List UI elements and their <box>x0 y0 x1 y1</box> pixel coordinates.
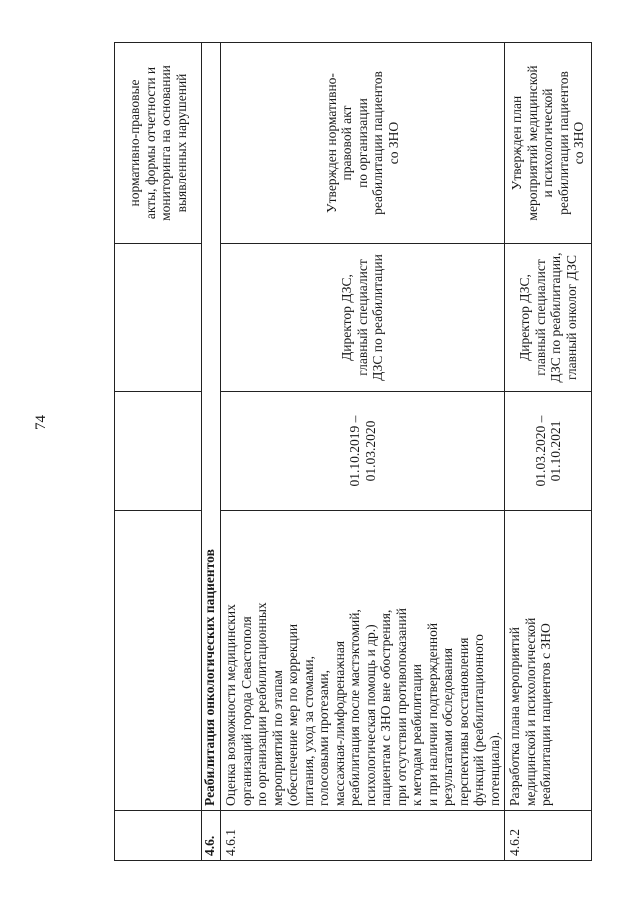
table-row <box>221 43 505 861</box>
page-number: 74 <box>33 415 49 430</box>
section-number: 4.6. <box>202 811 221 861</box>
date-range: 01.10.2019 – 01.03.2020 <box>221 392 505 511</box>
cell-empty <box>115 244 202 392</box>
cell-empty <box>115 511 202 811</box>
rotated-table-wrapper <box>114 43 587 861</box>
expected-result: Утвержден нормативно- правовой акт по организации реабилитации пациентов со ЗНО <box>221 43 505 244</box>
section-title: Реабилитация онкологических пациентов <box>202 43 221 811</box>
responsible: Директор ДЗС, главный специалист ДЗС по реабилитации, главный онколог ДЗС <box>505 244 592 392</box>
cell-empty <box>115 811 202 861</box>
row-number: 4.6.1 <box>221 811 505 861</box>
cell-empty <box>115 392 202 511</box>
task-description: Разработка плана мероприятий медицинской и психологической реабилитации пациентов с ЗНО <box>505 511 592 811</box>
table-row <box>505 43 592 861</box>
responsible: Директор ДЗС, главный специалист ДЗС по реабилитации <box>221 244 505 392</box>
continuation-note: нормативно-правовые акты, формы отчетности и мониторинга на основании выявленных нарушений <box>115 43 202 244</box>
expected-result: Утвержден план мероприятий медицинской и психологической реабилитации пациентов со ЗНО <box>505 43 592 244</box>
row-number: 4.6.2 <box>505 811 592 861</box>
continuation-row <box>115 43 202 861</box>
action-plan-table <box>114 42 592 861</box>
section-header-row <box>202 43 221 861</box>
date-range: 01.03.2020 – 01.10.2021 <box>505 392 592 511</box>
task-description: Оценка возможности медицинских организаций города Севастополя по организации реабилитационных мероприятий по этапам (обеспечение мер по коррекции питания, уход за стомами, голосовыми протезами, массажная-лимфодренажная реабилитация после мастэктомий, психологическая помощь и др.) пациентам с ЗНО вне обострения, при отсутствии противопоказаний к методам реабилитации и при наличии подтвержденной результатами обследования перспективы восстановления функций (реабилитационного потенциала). <box>221 511 505 811</box>
